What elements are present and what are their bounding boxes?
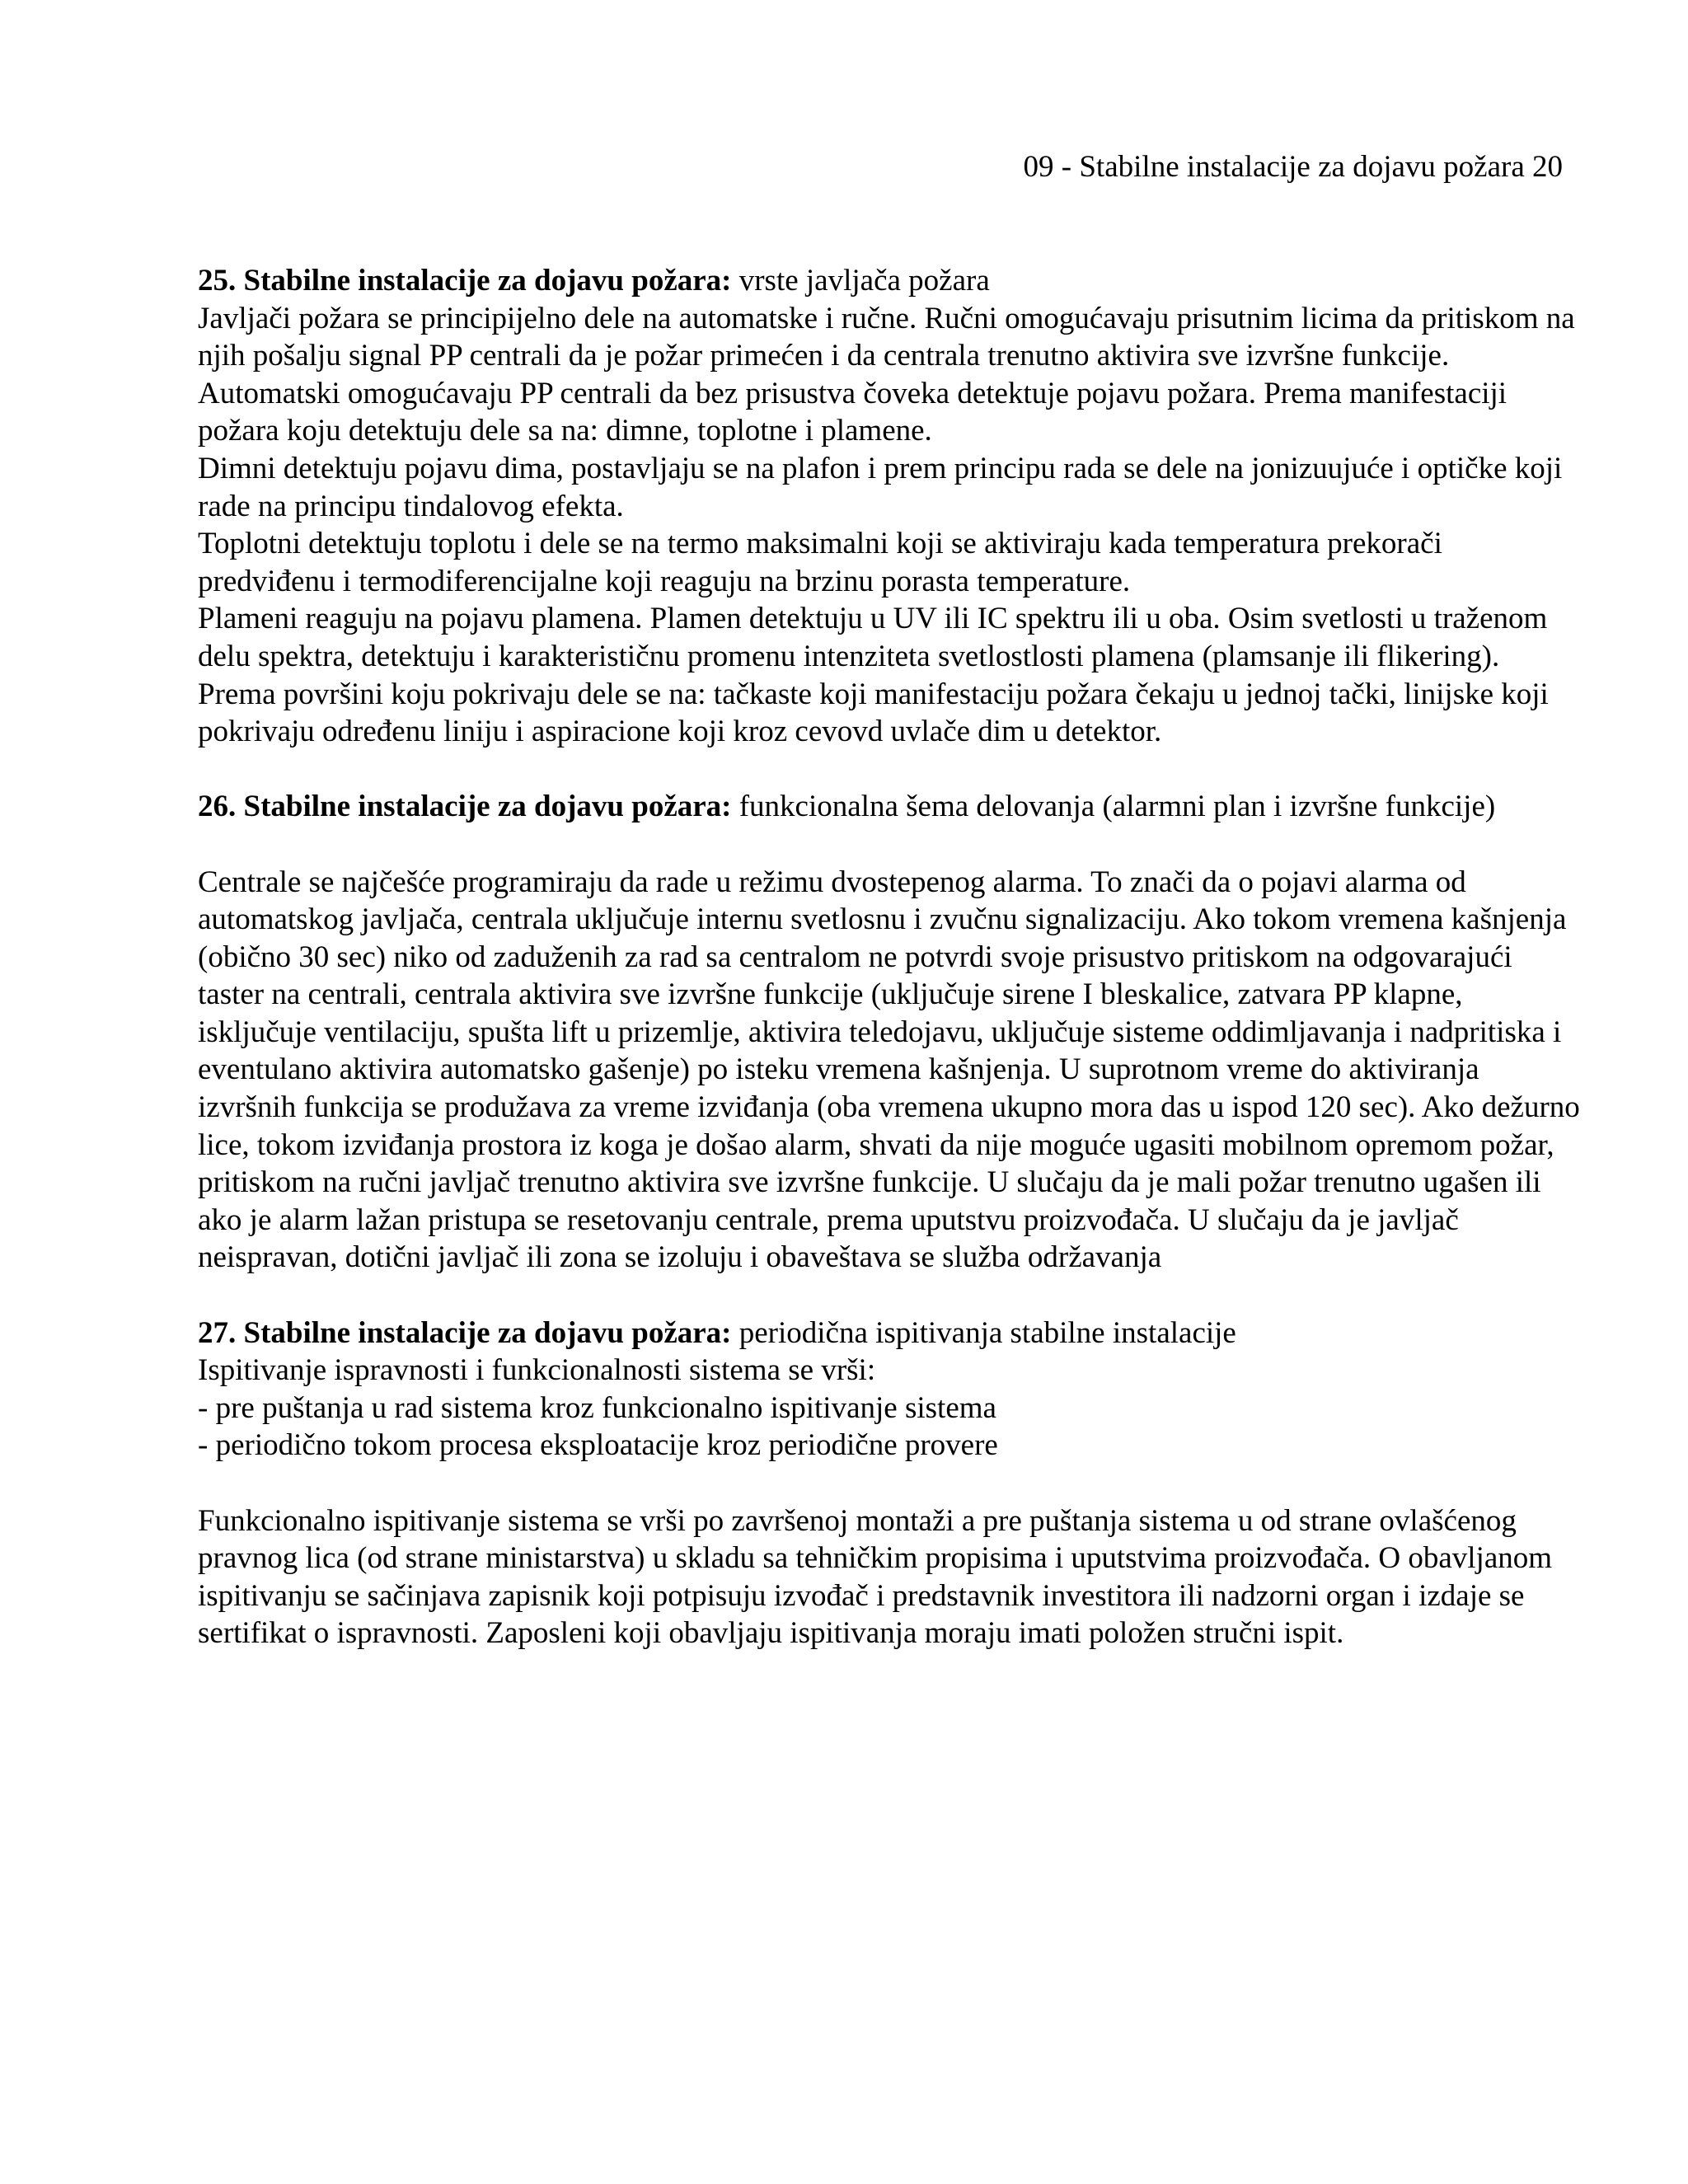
paragraph: Plameni reaguju na pojavu plamena. Plamen detektuju u UV ili IC spektru ili u oba. Osim svetlosti u traženom delu spektra, detektuju i karakterističnu promenu intenziteta svetlostlosti plamena (plamsanje ili flikering). [198,602,1548,673]
blank-line [198,751,1582,789]
paragraph: Javljači požara se principijelno dele na automatske i ručne. Ručni omogućavaju prisutnim licima da pritiskom na njih pošalju signal PP centrali da je požar primećen i da centrala trenutno aktivira sve izvršne funkcije. [198,301,1575,373]
section-heading [198,262,1582,300]
section-27 [198,1315,1582,1652]
blank-line [198,826,1582,864]
section-heading-bold: 25. Stabilne instalacije za dojavu požara: [198,264,732,298]
section-heading-bold: 26. Stabilne instalacije za dojavu požara: [198,790,732,824]
section-26 [198,788,1582,1277]
section-heading-topic: funkcionalna šema delovanja (alarmni plan i izvršne funkcije) [731,790,1496,824]
section-25 [198,262,1582,751]
section-heading-topic: vrste javljača požara [731,264,990,298]
list-item: - pre puštanja u rad sistema kroz funkcionalno ispitivanje sistema [198,1390,996,1425]
list-item: - periodično tokom procesa eksploatacije kroz periodične provere [198,1428,998,1463]
section-heading [198,1315,1582,1352]
section-heading-bold: 27. Stabilne instalacije za dojavu požara: [198,1315,732,1350]
blank-line [198,1465,1582,1502]
paragraph: Toplotni detektuju toplotu i dele se na termo maksimalni koji se aktiviraju kada temperatura prekorači predviđenu i termodiferencijalne koji reaguju na brzinu porasta temperature. [198,527,1442,598]
paragraph: Prema površini koju pokrivaju dele se na: tačkaste koji manifestaciju požara čekaju u jednoj tački, linijske koji pokrivaju određenu liniju i aspiracione koji kroz cevovd uvlače dim u detektor. [198,677,1549,749]
document-body [198,262,1582,1652]
paragraph: Funkcionalno ispitivanje sistema se vrši po završenoj montaži a pre puštanja sistema u od strane ovlašćenog pravnog lica (od strane ministarstva) u skladu sa tehničkim propisima i uputstvima proizvođača. O obavljanom ispitivanju se sačinjava zapisnik koji potpisuju izvođač i predstavnik investitora ili nadzorni organ i izdaje se sertifikat o ispravnosti. Zaposleni koji obavljaju ispitivanja moraju imati položen stručni ispit. [198,1503,1553,1651]
page-header: 09 - Stabilne instalacije za dojavu požara 20 [1023,150,1563,184]
paragraph: Automatski omogućavaju PP centrali da bez prisustva čoveka detektuje pojavu požara. Prema manifestaciji požara koju detektuju dele sa na: dimne, toplotne i plamene. [198,376,1507,448]
paragraph: Ispitivanje ispravnosti i funkcionalnosti sistema se vrši: [198,1353,876,1388]
paragraph: Dimni detektuju pojavu dima, postavljaju se na plafon i prem principu rada se dele na jonizuujuće i optičke koji rade na principu tindalovog efekta. [198,451,1563,523]
paragraph: Centrale se najčešće programiraju da rade u režimu dvostepenog alarma. To znači da o pojavi alarma od automatskog javljača, centrala uključuje internu svetlosnu i zvučnu signalizaciju. Ako tokom vremena kašnjenja (obično 30 sec) niko od zaduženih za rad sa centralom ne potvrdi svoje prisustvo pritiskom na odgovarajući taster na centrali, centrala aktivira sve izvršne funkcije (uključuje sirene I bleskalice, zatvara PP klapne, isključuje ventilaciju, spušta lift u prizemlje, aktivira teledojavu, uključuje sisteme oddimljavanja i nadpritiska i eventulano aktivira automatsko gašenje) po isteku vremena kašnjenja. U suprotnom vreme do aktiviranja izvršnih funkcija se produžava za vreme izviđanja (oba vremena ukupno mora das u ispod 120 sec). Ako dežurno lice, tokom izviđanja prostora iz koga je došao alarm, shvati da nije moguće ugasiti mobilnom opremom požar, pritiskom na ručni javljač trenutno aktivira sve izvršne funkcije. U slučaju da je mali požar trenutno ugašen ili ako je alarm lažan pristupa se resetovanju centrale, prema uputstvu proizvođača. U slučaju da je javljač neispravan, dotični javljač ili zona se izoluju i obaveštava se služba održavanja [198,865,1580,1275]
section-heading [198,788,1582,826]
section-heading-topic: periodična ispitivanja stabilne instalacije [731,1315,1236,1350]
blank-line [198,1277,1582,1315]
